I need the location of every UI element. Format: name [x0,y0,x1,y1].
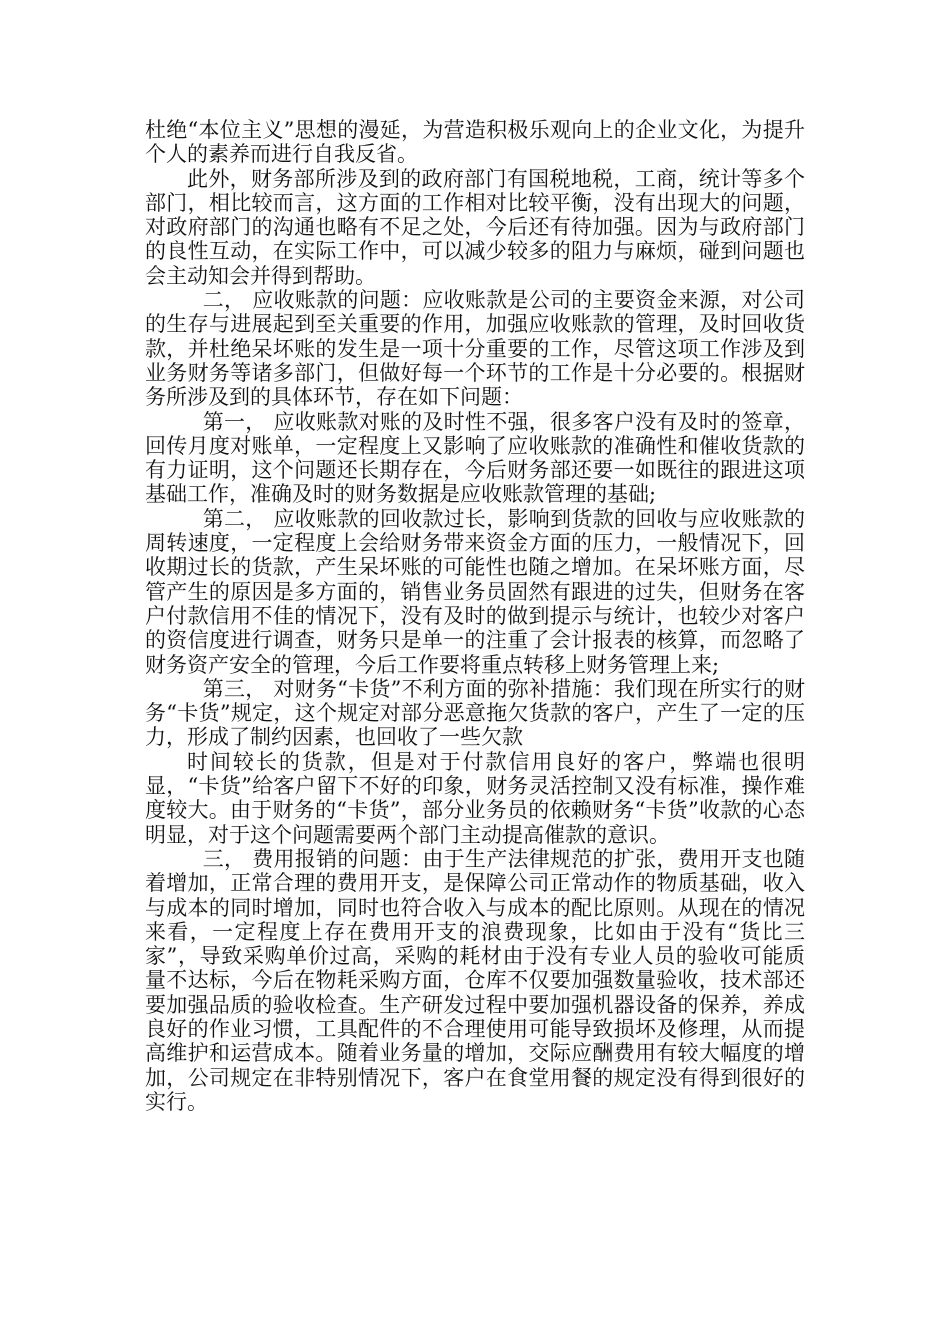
paragraph-continuation: 杜绝“本位主义”思想的漫延，为营造积极乐观向上的企业文化，为提升个人的素养而进行自我反省。 [145,118,805,167]
document-body [145,118,805,1114]
paragraph-expense-reimbursement: 三， 费用报销的问题：由于生产法律规范的扩张，费用开支也随着增加，正常合理的费用开支，是保障公司正常动作的物质基础，收入与成本的同时增加，同时也符合收入与成本的配比原则。从现在的情况来看，一定程度上存在费用开支的浪费现象，比如由于没有“货比三家”，导致采购单价过高，采购的耗材由于没有专业人员的验收可能质量不达标，今后在物耗采购方面，仓库不仅要加强数量验收，技术部还要加强品质的验收检查。生产研发过程中要加强机器设备的保养，养成良好的作业习惯，工具配件的不合理使用可能导致损坏及修理，从而提高维护和运营成本。随着业务量的增加，交际应酬费用有较大幅度的增加，公司规定在非特别情况下，客户在食堂用餐的规定没有得到很好的实行。 [145,846,805,1114]
paragraph-third-issue-continued: 时间较长的货款，但是对于付款信用良好的客户，弊端也很明显，“卡货”给客户留下不好的印象，财务灵活控制又没有标准，操作难度较大。由于财务的“卡货”，部分业务员的依赖财务“卡货”收款的心态明显，对于这个问题需要两个部门主动提高催款的意识。 [145,749,805,847]
paragraph-third-issue: 第三， 对财务“卡货”不利方面的弥补措施：我们现在所实行的财务“卡货”规定，这个规定对部分恶意拖欠货款的客户，产生了一定的压力，形成了制约因素，也回收了一些欠款 [145,676,805,750]
paragraph-first-issue: 第一， 应收账款对账的及时性不强，很多客户没有及时的签章，回传月度对账单，一定程度上又影响了应收账款的准确性和催收货款的有力证明，这个问题还长期存在，今后财务部还要一如既往的跟进这项基础工作，准确及时的财务数据是应收账款管理的基础; [145,409,805,507]
paragraph-receivables-heading: 二， 应收账款的问题：应收账款是公司的主要资金来源，对公司的生存与进展起到至关重要的作用，加强应收账款的管理，及时回收货款，并杜绝呆坏账的发生是一项十分重要的工作，尽管这项工作涉及到业务财务等诸多部门，但做好每一个环节的工作是十分必要的。根据财务所涉及到的具体环节，存在如下问题： [145,288,805,410]
paragraph-second-issue: 第二， 应收账款的回收款过长，影响到货款的回收与应收账款的周转速度，一定程度上会给财务带来资金方面的压力，一般情况下，回收期过长的货款，产生呆坏账的可能性也随之增加。在呆坏账方面，尽管产生的原因是多方面的，销售业务员固然有跟进的过失，但财务在客户付款信用不佳的情况下，没有及时的做到提示与统计，也较少对客户的资信度进行调查，财务只是单一的注重了会计报表的核算，而忽略了财务资产安全的管理，今后工作要将重点转移上财务管理上来; [145,506,805,677]
paragraph-government-departments: 此外，财务部所涉及到的政府部门有国税地税，工商，统计等多个部门，相比较而言，这方面的工作相对比较平衡，没有出现大的问题，对政府部门的沟通也略有不足之处，今后还有待加强。因为与政府部门的良性互动，在实际工作中，可以减少较多的阻力与麻烦，碰到问题也会主动知会并得到帮助。 [145,166,805,288]
